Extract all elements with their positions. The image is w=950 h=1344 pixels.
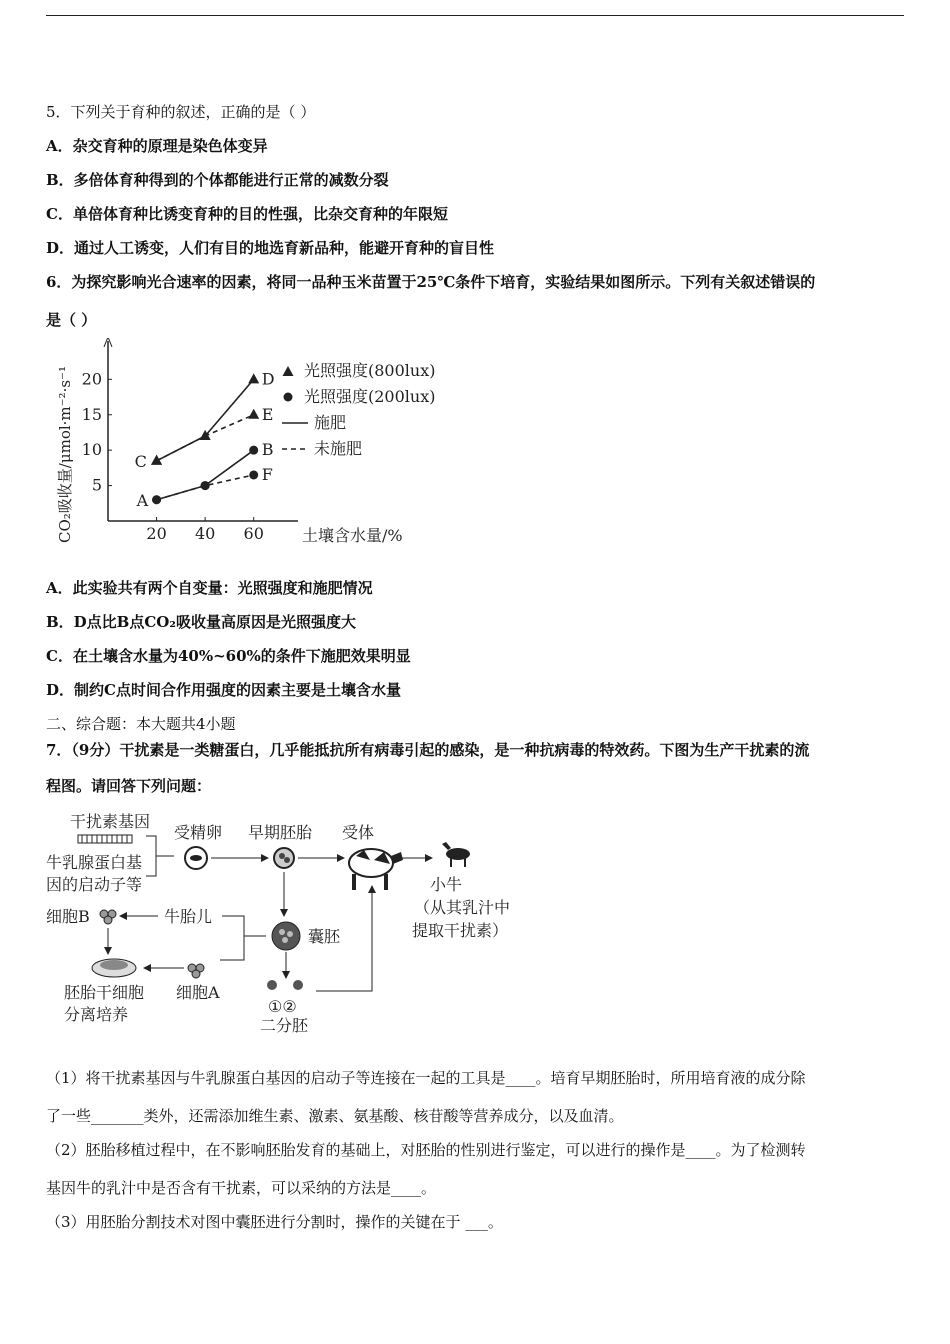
x-tick-label: 40 — [194, 524, 216, 543]
series-line-0 — [157, 379, 254, 460]
gene-bar-stripes — [82, 835, 127, 843]
circle-point — [249, 446, 258, 455]
cell-b-icon — [100, 910, 116, 924]
legend-triangle-icon — [283, 366, 294, 376]
point-label-B: B — [261, 440, 274, 460]
q6-option-c: C．在土壤含水量为40%~60%的条件下施肥效果明显 — [46, 647, 411, 665]
q5-option-c: C．单倍体育种比诱变育种的目的性强，比杂交育种的年限短 — [46, 205, 448, 223]
twin-numbers: ①② — [268, 997, 297, 1016]
cow-icon — [349, 849, 403, 890]
co2-chart — [56, 338, 456, 553]
cell-b-label: 细胞B — [46, 907, 90, 926]
q7-sub1-line1: （1）将干扰素基因与牛乳腺蛋白基因的启动子等连接在一起的工具是____。培育早期胚胎时，所用培育液的成分除 — [46, 1069, 806, 1087]
q6-option-b: B．D点比B点CO₂吸收量高原因是光照强度大 — [46, 613, 356, 631]
y-tick-label: 5 — [91, 475, 102, 495]
join-bracket — [146, 836, 174, 876]
q5-option-d: D．通过人工诱变，人们有目的地选育新品种，能避开育种的盲目性 — [46, 239, 495, 257]
legend-label: 未施肥 — [314, 439, 363, 458]
q6-option-d: D．制约C点时间合作用强度的因素主要是土壤含水量 — [46, 681, 401, 699]
triangle-point — [151, 455, 162, 465]
gene-label: 干扰素基因 — [70, 812, 151, 831]
calf-note-1: （从其乳汁中 — [414, 898, 511, 917]
q6-stem-line1: 6．为探究影响光合速率的因素，将同一品种玉米苗置于25℃条件下培育，实验结果如图所示。下列有关叙述错误的 — [46, 273, 816, 291]
circle-point — [152, 495, 161, 504]
legend-label: 施肥 — [314, 413, 347, 432]
promoter-label-1: 牛乳腺蛋白基 — [46, 853, 143, 872]
x-axis-label: 土壤含水量/% — [302, 526, 403, 545]
fetus-label: 牛胎儿 — [164, 907, 213, 926]
circle-point — [201, 481, 210, 490]
fertilized-egg-label: 受精卵 — [174, 823, 223, 842]
legend-circle-icon — [284, 393, 293, 402]
triangle-point — [248, 409, 259, 419]
section-heading: 二、综合题：本大题共4小题 — [46, 715, 236, 733]
q7-sub2-line1: （2）胚胎移植过程中，在不影响胚胎发育的基础上，对胚胎的性别进行鉴定，可以进行的操作是____。为了检测转 — [46, 1141, 806, 1159]
calf-label: 小牛 — [430, 875, 463, 894]
q7-stem-line1: 7．（9分）干扰素是一类糖蛋白，几乎能抵抗所有病毒引起的感染，是一种抗病毒的特效药。下图为生产干扰素的流 — [46, 741, 810, 759]
calf-note-2: 提取干扰素） — [412, 921, 509, 940]
q6-option-a: A．此实验共有两个自变量：光照强度和施肥情况 — [46, 579, 373, 597]
promoter-label-2: 因的启动子等 — [46, 875, 143, 894]
q5-option-a: A．杂交育种的原理是染色体变异 — [46, 137, 268, 155]
point-label-A: A — [136, 490, 149, 510]
es-cell-label-1: 胚胎干细胞 — [64, 983, 145, 1002]
legend-label: 光照强度(200lux) — [304, 387, 436, 406]
triangle-point — [248, 373, 259, 383]
twin-embryo-label: 二分胚 — [260, 1016, 309, 1035]
y-tick-label: 10 — [81, 440, 102, 460]
early-embryo-label: 早期胚胎 — [248, 823, 313, 842]
interferon-flow-diagram — [46, 808, 526, 1038]
q7-sub2-line2: 基因牛的乳汁中是否含有干扰素，可以采纳的方法是____。 — [46, 1179, 437, 1197]
y-tick-label: 20 — [81, 369, 102, 389]
q6-stem-line2: 是（ ） — [46, 311, 97, 329]
blastocyst-bracket — [220, 916, 266, 960]
point-label-F: F — [261, 464, 273, 484]
q7-stem-line2: 程图。请回答下列问题： — [46, 777, 212, 795]
point-label-E: E — [261, 404, 274, 424]
circle-point — [249, 470, 258, 479]
cell-a-icon — [188, 964, 204, 978]
x-tick-label: 20 — [146, 524, 167, 543]
q7-sub3: （3）用胚胎分割技术对图中囊胚进行分割时，操作的关键在于 ___。 — [46, 1213, 503, 1231]
q5-stem: 5．下列关于育种的叙述，正确的是（ ） — [46, 103, 316, 121]
y-axis-label: CO₂吸收量/μmol·m⁻²·s⁻¹ — [56, 366, 74, 543]
calf-icon — [442, 842, 470, 867]
cell-a-label: 细胞A — [176, 983, 220, 1002]
recipient-label: 受体 — [342, 823, 375, 842]
series-line-2 — [157, 450, 254, 500]
header-rule — [46, 15, 904, 16]
blastocyst-label: 囊胚 — [308, 927, 341, 946]
es-cell-label-2: 分离培养 — [64, 1005, 129, 1024]
blastocyst-icon — [272, 922, 300, 950]
legend-label: 光照强度(800lux) — [304, 361, 436, 380]
point-label-D: D — [261, 369, 275, 389]
q5-option-b: B．多倍体育种得到的个体都能进行正常的减数分裂 — [46, 171, 389, 189]
x-tick-label: 60 — [243, 524, 264, 543]
q7-sub1-line2: 了一些_______类外，还需添加维生素、激素、氨基酸、核苷酸等营养成分，以及血清。 — [46, 1107, 624, 1125]
gene-bar-icon — [78, 835, 132, 843]
y-tick-label: 15 — [81, 404, 102, 424]
point-label-C: C — [134, 451, 147, 471]
